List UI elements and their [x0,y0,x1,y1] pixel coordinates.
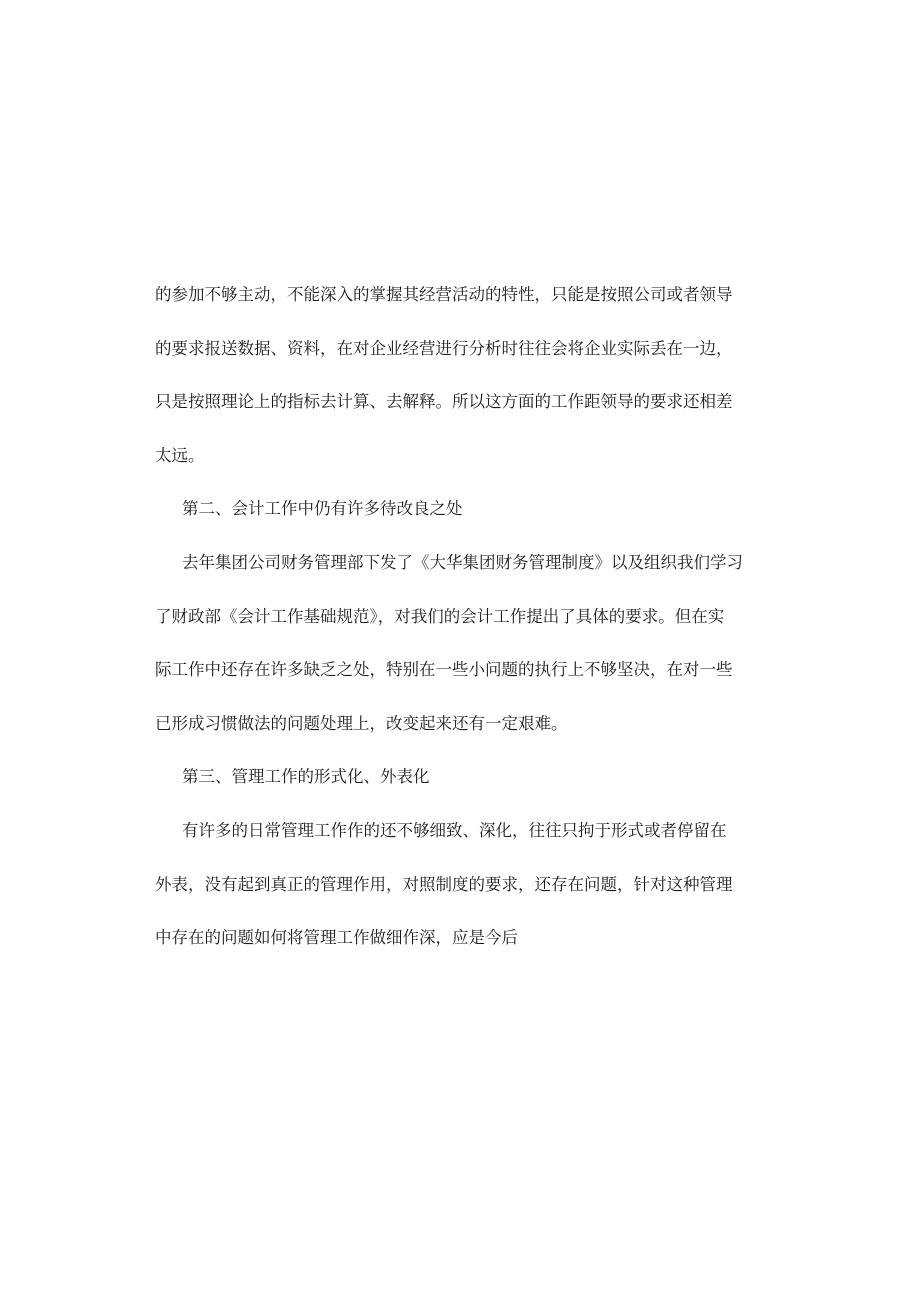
paragraph-line: 去年集团公司财务管理部下发了《大华集团财务管理制度》以及组织我们学习 [182,552,743,572]
section-heading: 第二、会计工作中仍有许多待改良之处 [182,499,463,519]
section-heading: 第三、管理工作的形式化、外表化 [182,767,430,787]
paragraph-line: 只是按照理论上的指标去计算、去解释。所以这方面的工作距领导的要求还相差 [155,392,733,412]
paragraph-line: 的要求报送数据、资料，在对企业经营进行分析时往往会将企业实际丢在一边， [155,338,733,358]
paragraph-line: 中存在的问题如何将管理工作做细作深，应是今后 [155,928,518,948]
paragraph-line: 际工作中还存在许多缺乏之处，特别在一些小问题的执行上不够坚决，在对一些 [155,660,733,680]
paragraph-line: 外表，没有起到真正的管理作用，对照制度的要求，还存在问题，针对这种管理 [155,874,733,894]
document-body [155,278,743,975]
paragraph-line: 有许多的日常管理工作作的还不够细致、深化，往往只拘于形式或者停留在 [182,820,727,840]
paragraph-line: 的参加不够主动，不能深入的掌握其经营活动的特性，只能是按照公司或者领导 [155,285,733,304]
paragraph-line: 已形成习惯做法的问题处理上，改变起来还有一定艰难。 [155,713,568,733]
paragraph-line: 太远。 [155,445,205,465]
paragraph-line: 了财政部《会计工作基础规范》，对我们的会计工作提出了具体的要求。但在实 [155,606,725,626]
